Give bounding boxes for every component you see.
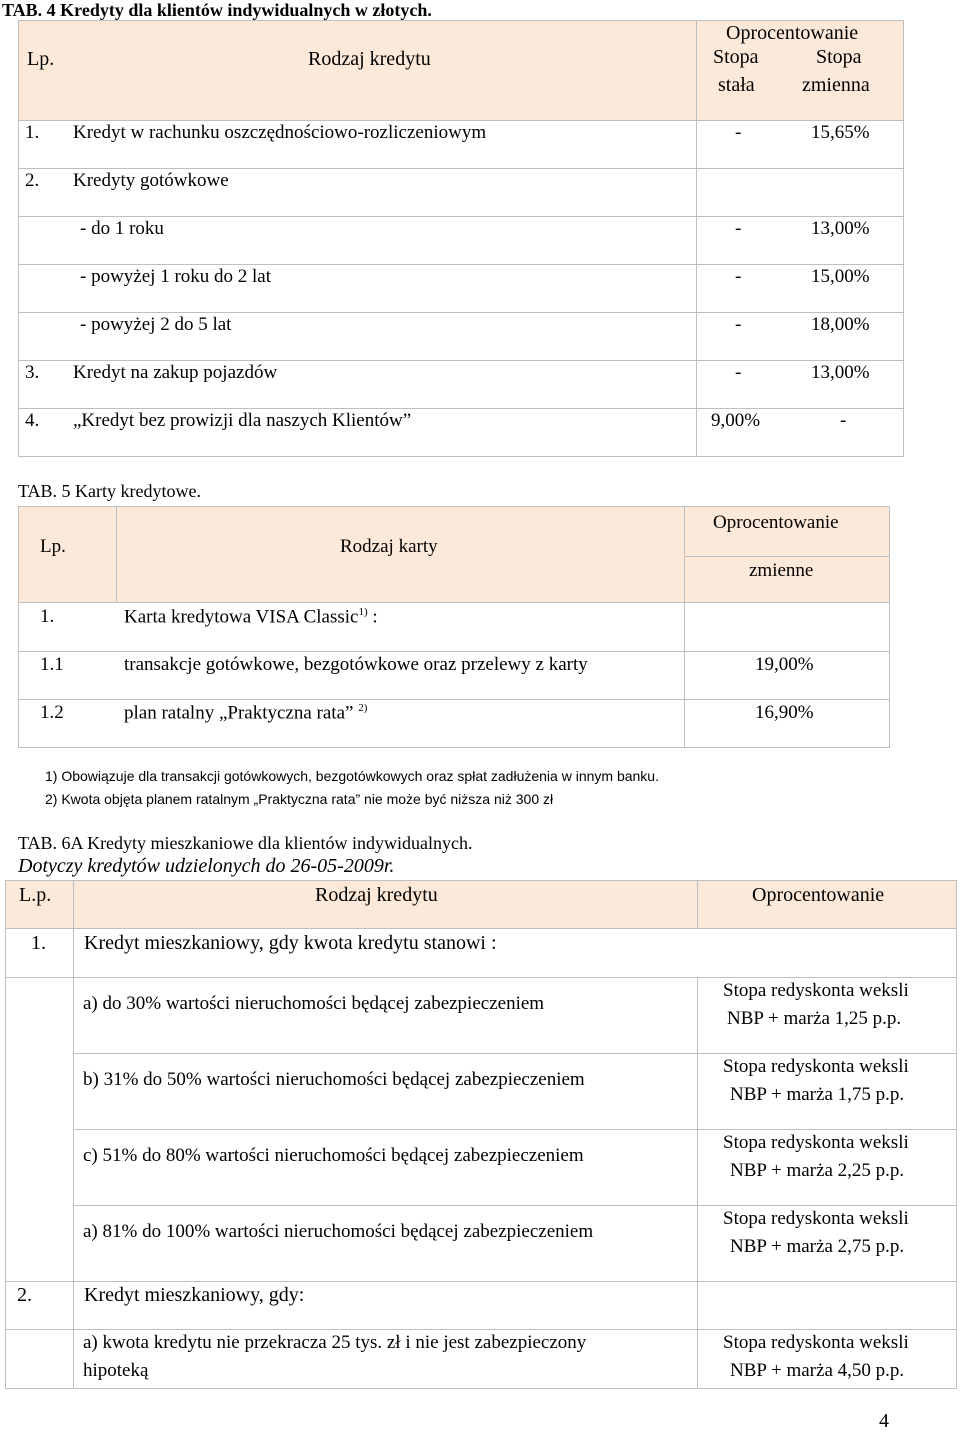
row-lp: 1. [25, 122, 40, 143]
tab5-header-type: Rodzaj karty [340, 536, 438, 557]
row-name: plan ratalny „Praktyczna rata” $^{2)}$ [124, 702, 368, 724]
row-name: c) 51% do 80% wartości nieruchomości będącej zabezpieczeniem [83, 1145, 584, 1166]
row-lp: 4. [25, 410, 40, 431]
row-var: 13,00% [811, 218, 870, 239]
row-rate-2: NBP + marża 2,25 p.p. [730, 1160, 905, 1181]
row-lp: 1.1 [40, 654, 64, 675]
tab4-title: TAB. 4 Kredyty dla klientów indywidualnych w złotych. [2, 0, 432, 20]
row-rate-1: Stopa redyskonta weksli [723, 980, 909, 1001]
row-fixed: - [735, 266, 742, 287]
row-name: transakcje gotówkowe, bezgotówkowe oraz przelewy z karty [124, 654, 588, 675]
tab4-header-type: Rodzaj kredytu [308, 48, 431, 70]
row-rate-2: NBP + marża 1,25 p.p. [727, 1008, 902, 1029]
row-fixed: - [735, 314, 742, 335]
tab4-header-fixed-2: stała [718, 74, 755, 96]
row-var: 13,00% [811, 362, 870, 383]
row-fixed: - [735, 122, 742, 143]
tab6a-header-rate: Oprocentowanie [752, 884, 885, 906]
row-rate-2: NBP + marża 1,75 p.p. [730, 1084, 905, 1105]
tab6a-title: TAB. 6A Kredyty mieszkaniowe dla klientów indywidualnych. [18, 833, 473, 853]
row-var: - [840, 410, 847, 431]
tab6a-subtitle: Dotyczy kredytów udzielonych do 26-05-2009r. [18, 855, 395, 877]
row-name: b) 31% do 50% wartości nieruchomości będącej zabezpieczeniem [83, 1069, 585, 1090]
row-rate-1: Stopa redyskonta weksli [723, 1208, 909, 1229]
tab5-header-rate-2: zmienne [749, 560, 814, 581]
row-lp: 1. [40, 606, 55, 627]
row-rate-2: NBP + marża 4,50 p.p. [730, 1360, 905, 1381]
row-fixed: - [735, 218, 742, 239]
row-name: Kredyt w rachunku oszczędnościowo-rozliczeniowym [73, 122, 487, 143]
tab6a-table [5, 880, 957, 1389]
row-name: Kredyt na zakup pojazdów [73, 362, 278, 383]
tab4-header-fixed-1: Stopa [713, 46, 759, 68]
row-name: Karta kredytowa VISA Classic$^{1)}$ : [124, 606, 378, 628]
row-name: „Kredyt bez prowizji dla naszych Klientów” [73, 410, 412, 431]
row-lp: 1.2 [40, 702, 64, 723]
footnote-1: 1) Obowiązuje dla transakcji gotówkowych, bezgotówkowych oraz spłat zadłużenia w innym banku. [45, 768, 659, 784]
tab4-header-lp: Lp. [27, 48, 55, 70]
row-rate-1: Stopa redyskonta weksli [723, 1132, 909, 1153]
tab5-title: TAB. 5 Karty kredytowe. [18, 481, 202, 501]
row-lp: 2. [25, 170, 40, 191]
row-rate: 19,00% [755, 654, 814, 675]
row-var: 18,00% [811, 314, 870, 335]
row-rate-2: NBP + marża 2,75 p.p. [730, 1236, 905, 1257]
tab4-header-var-2: zmienna [802, 74, 870, 96]
page-number: 4 [879, 1410, 889, 1432]
footnote-2: 2) Kwota objęta planem ratalnym „Praktyczna rata” nie może być niższa niż 300 zł [45, 791, 554, 807]
tab4-header-var-1: Stopa [816, 46, 862, 68]
row-rate: 16,90% [755, 702, 814, 723]
row-name-continued: hipoteką [83, 1360, 149, 1381]
row-name: a) kwota kredytu nie przekracza 25 tys. zł i nie jest zabezpieczony [83, 1332, 587, 1353]
row-lp: 3. [25, 362, 40, 383]
tab5-table [18, 506, 890, 748]
row-name: a) do 30% wartości nieruchomości będącej zabezpieczeniem [83, 993, 545, 1014]
row-fixed: - [735, 362, 742, 383]
row-fixed: 9,00% [711, 410, 761, 431]
tab4-header-rate: Oprocentowanie [726, 22, 859, 44]
row-name: a) 81% do 100% wartości nieruchomości będącej zabezpieczeniem [83, 1221, 594, 1242]
tab6a-header-lp: L.p. [19, 884, 52, 906]
row-rate-1: Stopa redyskonta weksli [723, 1332, 909, 1353]
row-name: - do 1 roku [80, 218, 164, 239]
row-rate-1: Stopa redyskonta weksli [723, 1056, 909, 1077]
tab5-header-lp: Lp. [40, 536, 66, 557]
tab4-table [18, 20, 904, 457]
row-name: Kredyt mieszkaniowy, gdy kwota kredytu stanowi : [84, 932, 497, 954]
row-var: 15,65% [811, 122, 870, 143]
row-lp: 2. [17, 1284, 32, 1306]
tab6a-header-type: Rodzaj kredytu [315, 884, 438, 906]
row-name: - powyżej 2 do 5 lat [80, 314, 232, 335]
row-name: Kredyty gotówkowe [73, 170, 229, 191]
row-name: - powyżej 1 roku do 2 lat [80, 266, 272, 287]
row-var: 15,00% [811, 266, 870, 287]
row-name: Kredyt mieszkaniowy, gdy: [84, 1284, 305, 1306]
tab5-header-rate-1: Oprocentowanie [713, 512, 839, 533]
row-lp: 1. [31, 932, 46, 954]
